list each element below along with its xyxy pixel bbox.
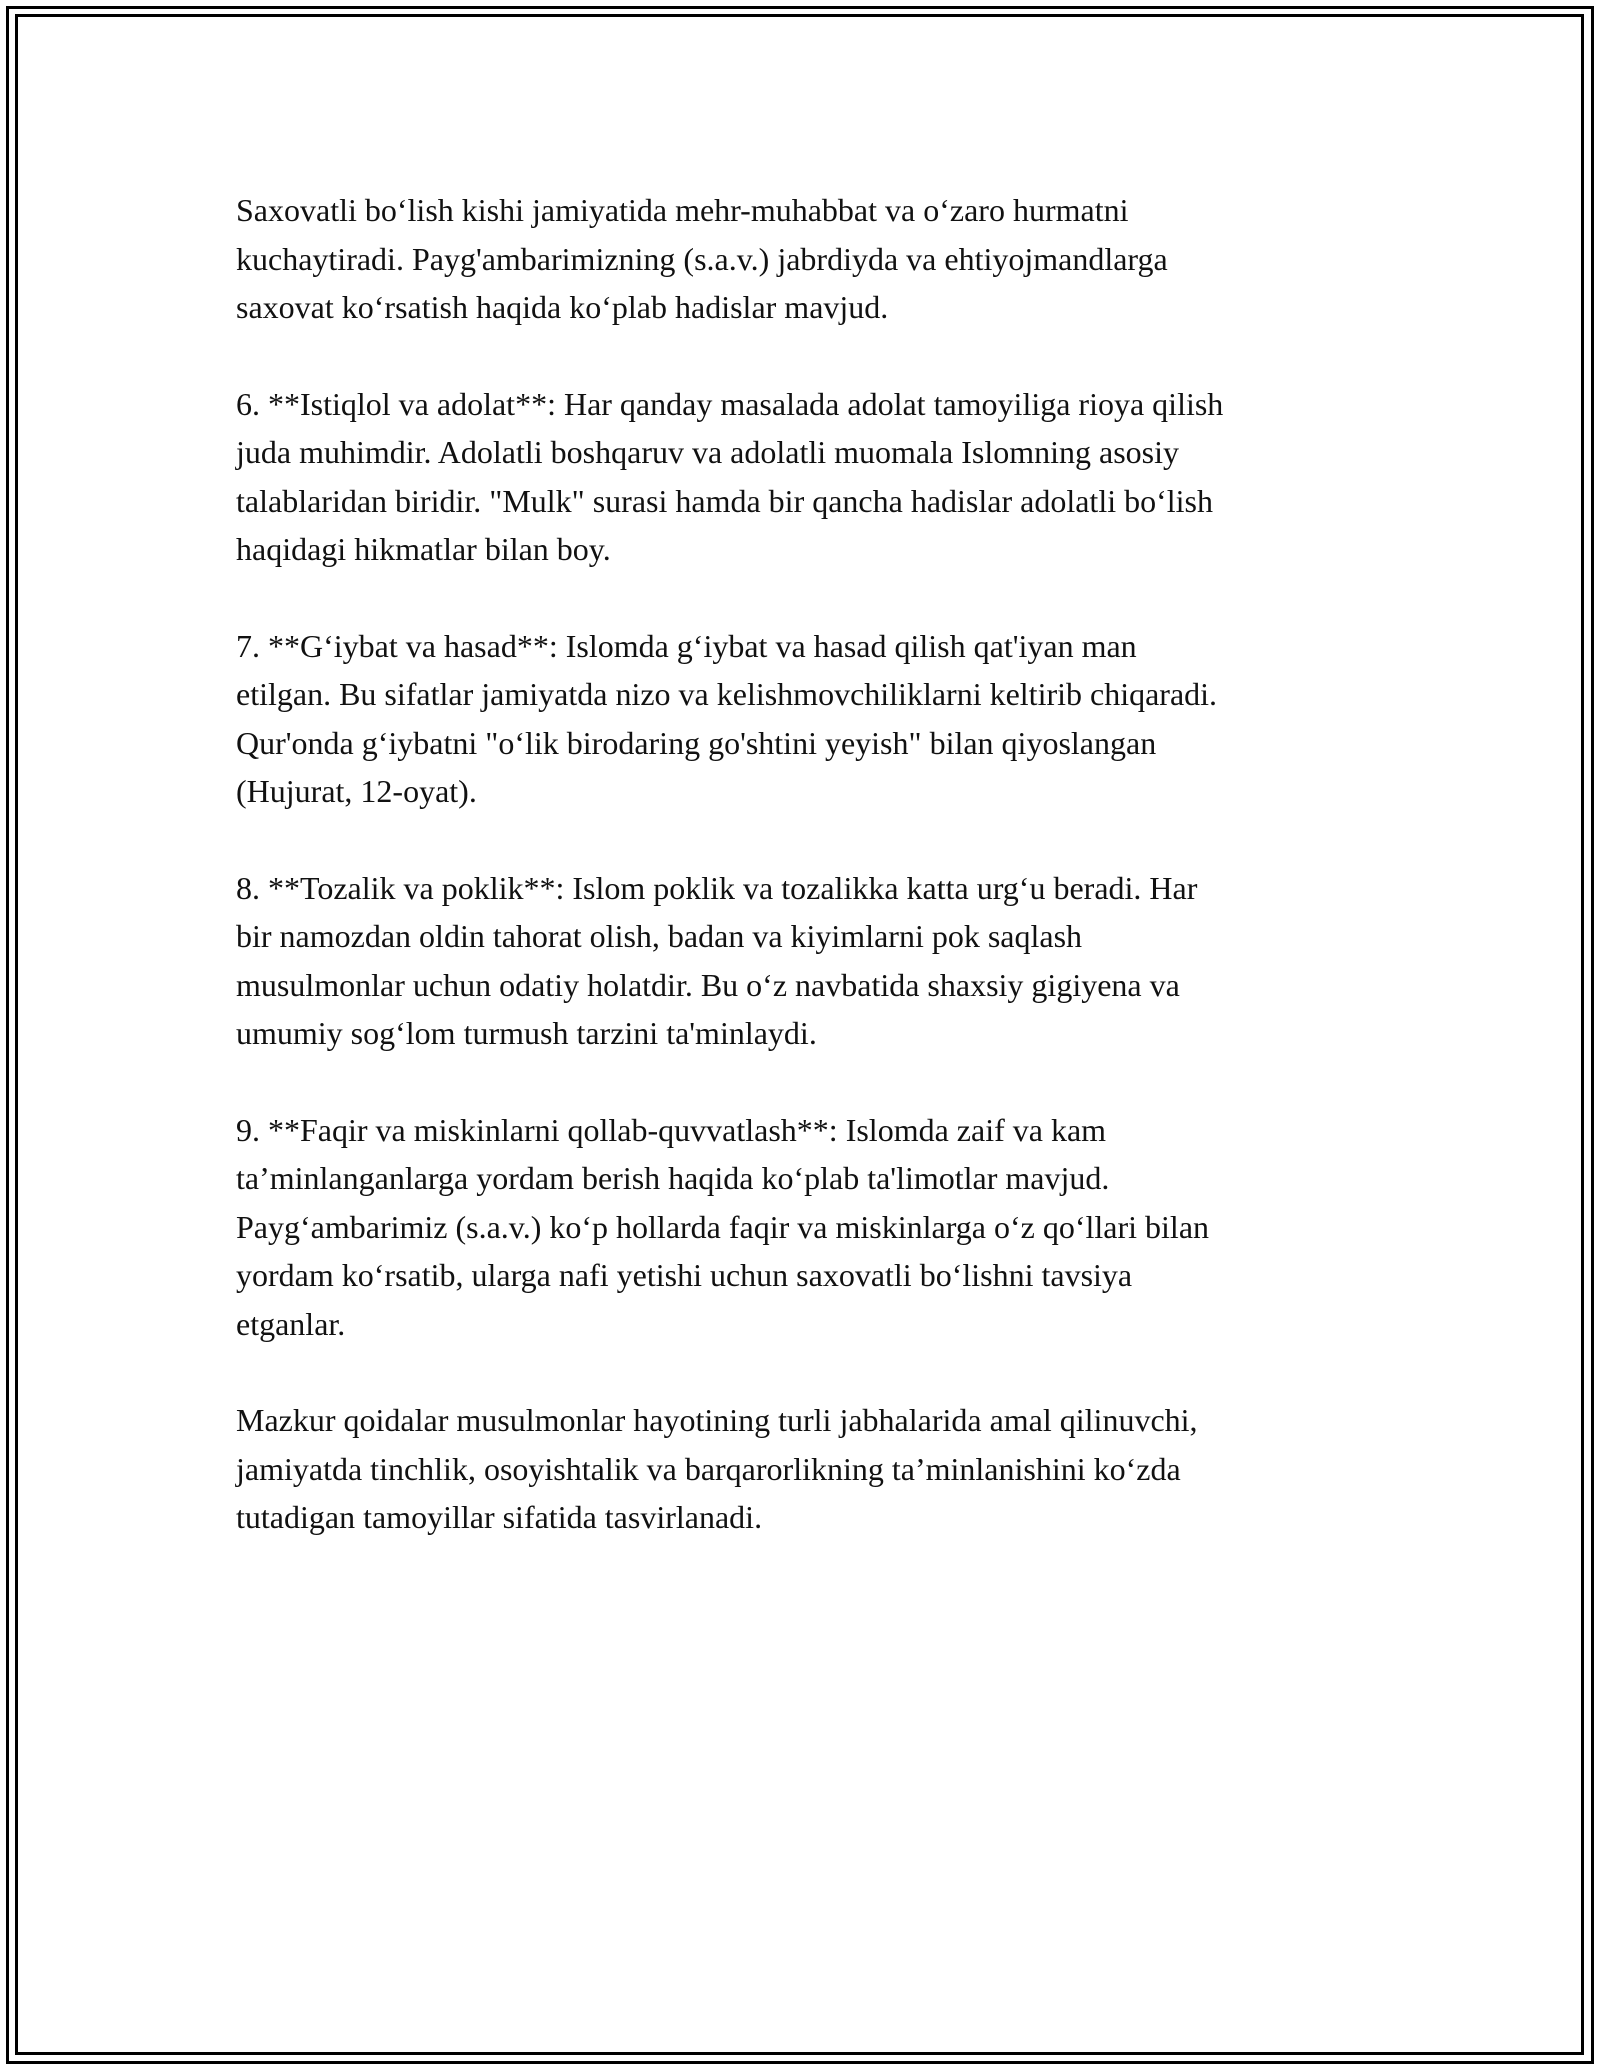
paragraph-tozalik-poklik: 8. **Tozalik va poklik**: Islom poklik va tozalikka katta urg‘u beradi. Har bir namozdan oldin tahorat olish, badan va kiyimlarni pok saqlash musulmonlar uchun odatiy holatdir. Bu o‘z navbatida shaxsiy gigiyena va umumiy sog‘lom turmush tarzini ta'minlaydi. [236,869,1198,1051]
paragraph-saxovat: Saxovatli bo‘lish kishi jamiyatida mehr-muhabbat va o‘zaro hurmatni kuchaytiradi. Payg'ambarimizning (s.a.v.) jabrdiyda va ehtiyojmandlarga saxovat ko‘rsatish haqida ko‘plab hadislar mavjud. [236,192,1168,325]
paragraph-istiqlol-adolat: 6. **Istiqlol va adolat**: Har qanday masalada adolat tamoyiliga rioya qilish juda muhimdir. Adolatli boshqaruv va adolatli muomala Islomning asosiy talablaridan biridir. "Mulk" surasi hamda bir qancha hadislar adolatli bo‘lish haqidagi hikmatlar bilan boy. [236,385,1224,567]
paragraph-giybat-hasad: 7. **G‘iybat va hasad**: Islomda g‘iybat va hasad qilish qat'iyan man etilgan. Bu sifatlar jamiyatda nizo va kelishmovchiliklarni keltirib chiqaradi. Qur'onda g‘iybatni "o‘lik birodaring go'shtini yeyish" bilan qiyoslangan (Hujurat, 12-oyat). [236,627,1218,809]
document-body [236,186,1386,1590]
paragraph-faqir-miskinlar: 9. **Faqir va miskinlarni qollab-quvvatlash**: Islomda zaif va kam ta’minlanganlarga yordam berish haqida ko‘plab ta'limotlar mavjud. Payg‘ambarimiz (s.a.v.) ko‘p hollarda faqir va miskinlarga o‘z qo‘llari bilan yordam ko‘rsatib, ularga nafi yetishi uchun saxovatli bo‘lishni tavsiya etganlar. [236,1111,1210,1342]
paragraph-conclusion: Mazkur qoidalar musulmonlar hayotining turli jabhalarida amal qilinuvchi, jamiyatda tinchlik, osoyishtalik va barqarorlikning ta’minlanishini ko‘zda tutadigan tamoyillar sifatida tasvirlanadi. [236,1402,1198,1535]
